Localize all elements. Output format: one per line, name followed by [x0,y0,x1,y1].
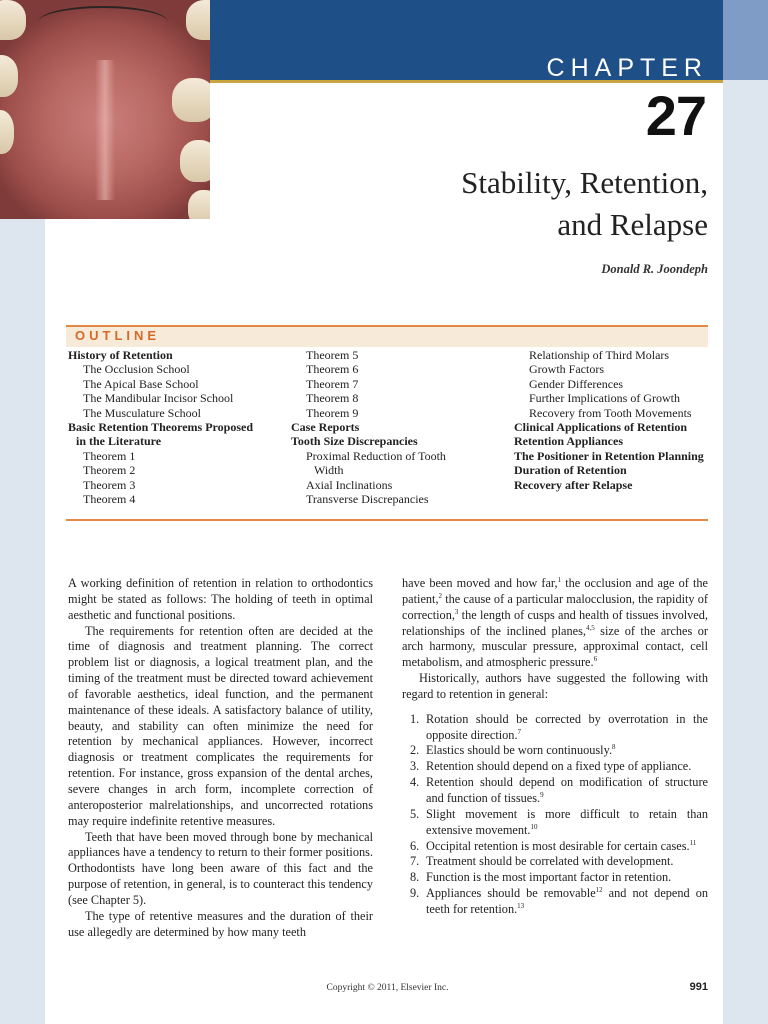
reference-marker: 12 [595,885,603,894]
outline-bottom-rule [66,519,708,521]
outline-entry: The Musculature School [83,405,201,420]
reference-marker: 9 [540,790,544,799]
list-text: Rotation should be corrected by overrotation in the opposite direction. [426,711,708,742]
reference-marker: 3 [454,607,459,616]
outline-column-3 [514,348,704,492]
list-item [402,743,708,759]
reference-marker: 6 [593,655,598,664]
outline-entry: Tooth Size Discrepancies [291,434,418,449]
list-text: and not depend on teeth for retention. [426,886,709,916]
body-paragraph: Historically, authors have suggested the following with regard to retention in general: [402,671,708,701]
list-text: Retention should depend on modification of structure and function of tissues. [426,775,708,805]
list-number: 7. [410,854,420,869]
outline-entry: Theorem 5 [306,348,359,362]
page-number: 991 [689,981,708,993]
tooth [186,0,210,40]
outline-entry: Gender Differences [529,376,624,391]
list-item [402,886,708,918]
outline-heading: OUTLINE [75,328,161,343]
list-number: 3. [410,759,420,774]
copyright-footer: Copyright © 2011, Elsevier Inc. [326,983,449,993]
outline-entry: Recovery after Relapse [514,477,633,492]
outline-column-1 [68,348,253,506]
outline-entry: Growth Factors [529,362,604,377]
outline-entry: Retention Appliances [514,434,624,449]
reference-marker: 2 [438,591,443,600]
list-number: 2. [410,743,420,758]
outline-entry: Further Implications of Growth [529,391,680,406]
reference-marker: 10 [530,822,538,831]
chapter-title-line: and Relapse [557,207,708,242]
outline-entry: Case Reports [291,420,360,435]
outline-entry: Theorem 9 [306,405,359,420]
chapter-number: 27 [645,84,706,147]
reference-marker: 4,5 [585,623,595,632]
list-text: Retention should depend on a fixed type of appliance. [426,759,692,774]
body-paragraph: A working definition of retention in relation to orthodontics might be stated as follows: The holding of teeth in optimal aesthetic and functional positions. [68,576,373,622]
list-text: Occipital retention is most desirable for certain cases. [426,838,690,853]
palate-ridge [95,60,115,200]
chapter-photo-palate [0,0,210,219]
list-item [402,759,708,775]
body-paragraph [402,576,708,671]
list-text: Function is the most important factor in retention. [426,870,672,885]
outline-entry: Proximal Reduction of Tooth [306,448,446,463]
chapter-label: CHAPTER [546,54,708,82]
outline-entry: The Positioner in Retention Planning [514,448,704,463]
outline-entry: Relationship of Third Molars [529,348,670,362]
outline-entry: History of Retention [68,348,173,362]
body-paragraph: Teeth that have been moved through bone by mechanical appliances have a tendency to return to their former positions. Orthodontists have long been aware of this fact and the purpose of retention, in general, is to counteract this tendency (see Chapter 5). [68,829,373,907]
reference-marker: 1 [557,575,562,584]
list-number: 6. [410,838,420,853]
tooth [0,55,18,97]
body-paragraph: The requirements for retention often are decided at the time of diagnosis and treatment planning. The correct problem list or diagnosis, a logical treatment plan, and the timing of the treatment must be directed toward achievement of favorable aesthetics, ideal function, and the permanent maintenance of these ideals. A satisfactory balance of utility, beauty, and stability can often minimize the need for retention by mechanical appliances. However, incorrect diagnosis or treatment complicates the requirements for retention. For instance, gross expansion of the dental arches, severe changes in arch form, incomplete correction of anteroposterior malrelationships, and uncorrected rotations may require indefinite retentive measures. [68,623,373,828]
body-column-left [68,576,373,940]
list-number: 4. [410,775,420,790]
outline-entry: Width [314,463,344,478]
outline-entry: Theorem 6 [306,362,359,377]
outline-entry: Theorem 8 [306,391,359,406]
text-run: the cause of a particular malocclusion, the rapidity of correction, [402,591,708,622]
body-column-right [402,576,708,918]
reference-marker: 13 [517,901,525,910]
list-item [402,870,708,886]
retention-list [402,712,708,918]
reference-marker: 8 [612,743,616,752]
list-text: Treatment should be correlated with development. [426,854,674,869]
right-margin-strip [723,0,768,1024]
list-item [402,807,708,839]
text-run: the occlusion and age of the patient, [402,576,708,606]
outline-entry: in the Literature [76,434,162,449]
list-number: 5. [410,806,420,821]
list-item [402,775,708,807]
list-item [402,712,708,744]
outline-entry: Axial Inclinations [306,477,393,492]
text-run: the length of cusps and health of tissues involved, relationships of the inclined planes, [402,607,708,638]
list-text: Appliances should be removable [426,886,596,901]
tooth [180,140,210,182]
text-run: size of the arches or arch harmony, muscular pressure, approximal contact, cell metabolism, and atmospheric pressure. [402,623,708,670]
chapter-author: Donald R. Joondeph [601,262,708,276]
outline-entry: The Apical Base School [83,376,199,391]
outline-entry: Theorem 3 [83,477,136,492]
outline-column-2 [291,348,446,506]
chapter-title [308,162,708,246]
outline-entry: Recovery from Tooth Movements [529,405,692,420]
outline-entry: Transverse Discrepancies [306,492,429,507]
list-number: 1. [410,711,420,726]
reference-marker: 7 [517,727,522,736]
list-number: 8. [410,870,420,885]
retainer-wire [38,6,168,38]
outline-entry: Theorem 1 [83,448,136,463]
body-paragraph: The type of retentive measures and the duration of their use allegedly are determined by how many teeth [68,908,373,939]
outline-entry: Theorem 2 [83,463,136,478]
tooth [172,78,210,122]
list-text: Elastics should be worn continuously. [426,743,613,758]
left-margin-strip [0,219,45,1024]
outline-entry: Theorem 4 [83,492,136,507]
outline-entry: Clinical Applications of Retention [514,420,688,435]
outline-entry: Theorem 7 [306,376,359,391]
list-item [402,854,708,870]
outline-entry: Duration of Retention [514,463,627,478]
list-number: 9. [410,886,420,901]
outline-entry: Basic Retention Theorems Proposed [68,420,253,435]
tooth [188,190,210,219]
outline-header [66,325,708,347]
tooth [0,110,14,154]
outline-entry: The Occlusion School [83,362,190,377]
chapter-header-band-edge [723,0,768,80]
chapter-title-line: Stability, Retention, [461,165,708,200]
list-text: Slight movement is more difficult to retain than extensive movement. [426,806,708,837]
reference-marker: 11 [689,838,697,847]
text-run: have been moved and how far, [402,576,558,590]
outline-entry: The Mandibular Incisor School [83,391,234,406]
tooth [0,0,26,40]
list-item [402,839,708,855]
